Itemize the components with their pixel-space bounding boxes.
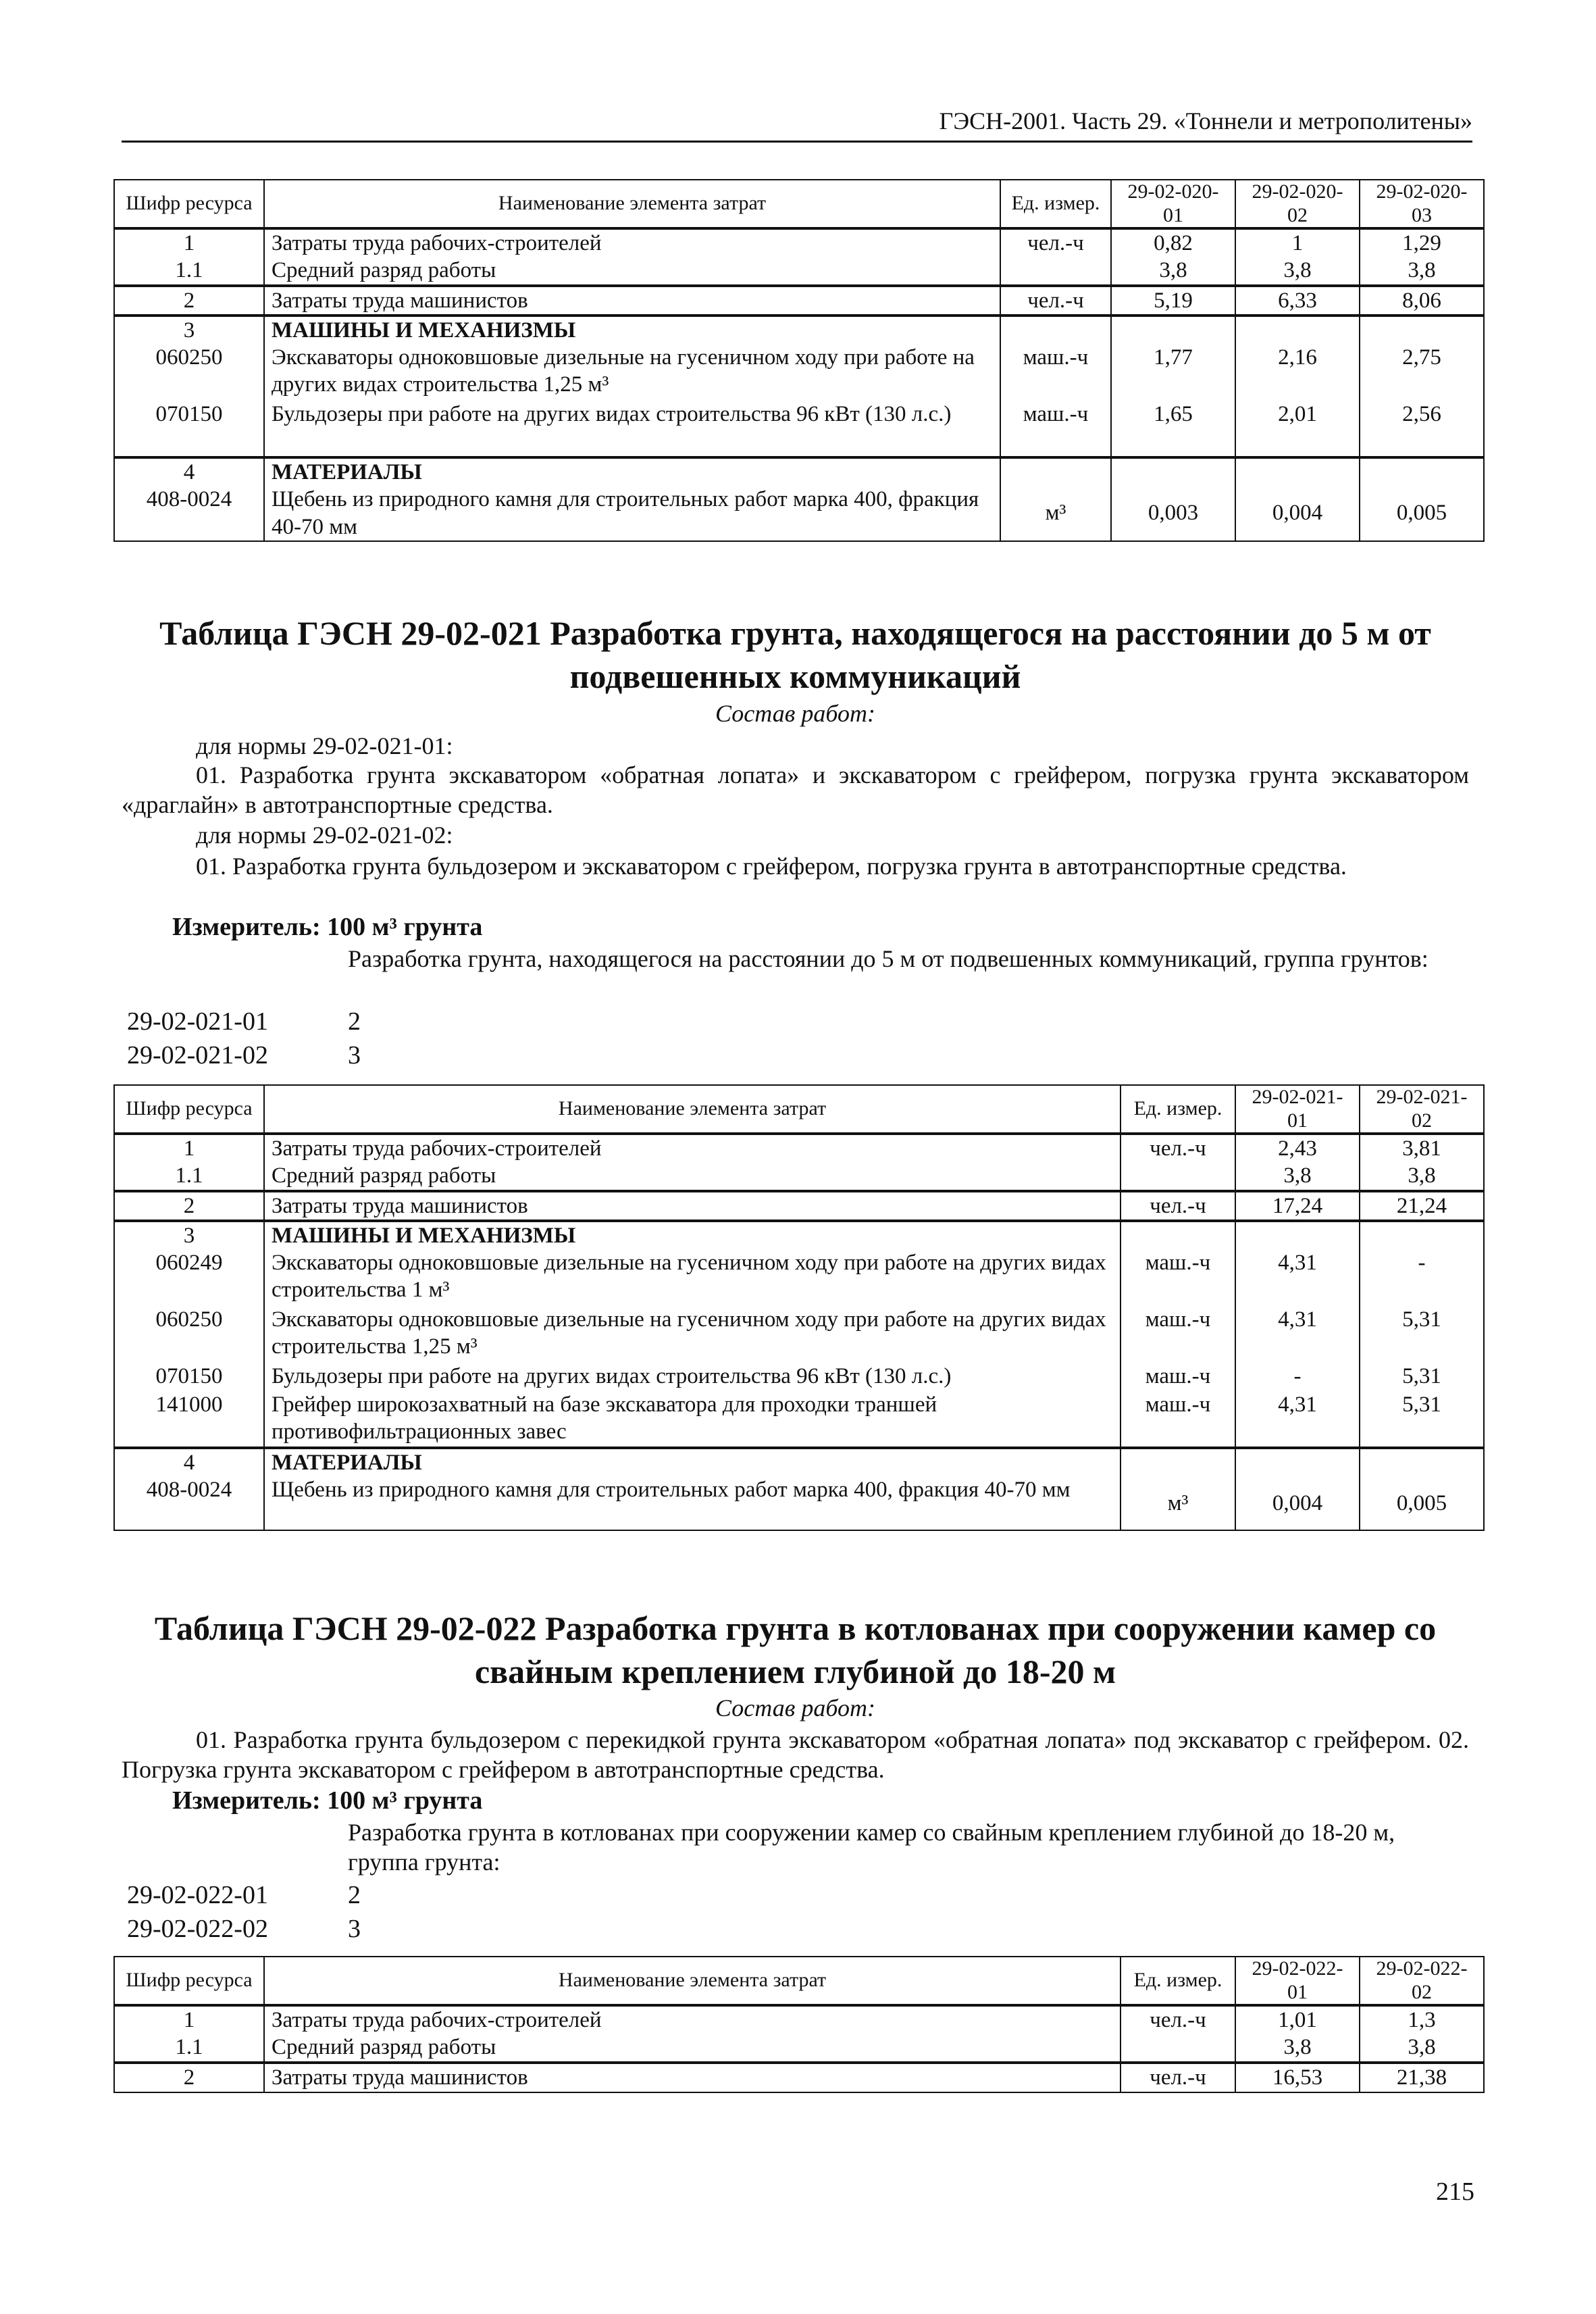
norm-text: 01. Разработка грунта бульдозером с перекидкой грунта экскаватором «обратная лопата» под экскаватор с грейфером. 02. Погрузка грунта экскаватором с грейфером в автотранспортные средства. xyxy=(122,1726,1469,1783)
section-title: МАШИНЫ И МЕХАНИЗМЫ xyxy=(264,316,1000,344)
resource-unit: чел.-ч xyxy=(1121,1191,1235,1221)
table-row xyxy=(114,344,1484,401)
resource-unit: м³ xyxy=(1000,486,1111,541)
resource-code: 070150 xyxy=(114,401,264,457)
resource-value: 0,003 xyxy=(1111,486,1235,541)
section-row xyxy=(114,1448,1484,1476)
resource-value: 2,75 xyxy=(1360,344,1484,401)
resource-name: Затраты труда рабочих-строителей xyxy=(264,228,1000,257)
section-code: 4 xyxy=(114,457,264,486)
resource-name: Экскаваторы одноковшовые дизельные на гусеничном ходу при работе на других видах строительства 1,25 м³ xyxy=(264,1306,1121,1363)
resource-value: 2,01 xyxy=(1235,401,1360,457)
resource-name: Грейфер широкозахватный на базе экскаватора для проходки траншей противофильтрационных завес xyxy=(264,1391,1121,1448)
section-title: МАШИНЫ И МЕХАНИЗМЫ xyxy=(264,1221,1121,1249)
resource-name: Щебень из природного камня для строительных работ марка 400, фракция 40-70 мм xyxy=(264,486,1000,541)
table-header-row xyxy=(114,180,1484,228)
header-code: Шифр ресурса xyxy=(114,1085,264,1134)
resource-name: Затраты труда рабочих-строителей xyxy=(264,2005,1121,2034)
header-name: Наименование элемента затрат xyxy=(264,1957,1121,2005)
resource-name: Щебень из природного камня для строительных работ марка 400, фракция 40-70 мм xyxy=(264,1476,1121,1530)
table-title-line: подвешенных коммуникаций xyxy=(569,657,1021,695)
resource-value: 1,29 xyxy=(1360,228,1484,257)
table-header-row xyxy=(114,1085,1484,1134)
resource-name: Средний разряд работы xyxy=(264,1162,1121,1190)
resource-unit: маш.-ч xyxy=(1121,1249,1235,1306)
resource-value: 17,24 xyxy=(1235,1191,1360,1221)
resource-code: 2 xyxy=(114,286,264,316)
resource-value: 3,81 xyxy=(1360,1134,1484,1162)
resource-code: 060250 xyxy=(114,1306,264,1363)
table-row xyxy=(114,257,1484,285)
table-row xyxy=(114,1391,1484,1448)
resource-value: 4,31 xyxy=(1235,1306,1360,1363)
resource-code: 1.1 xyxy=(114,1162,264,1190)
section-title: МАТЕРИАЛЫ xyxy=(264,1448,1121,1476)
resource-value: 21,24 xyxy=(1360,1191,1484,1221)
resource-value: 3,8 xyxy=(1235,1162,1360,1190)
resource-value: 16,53 xyxy=(1235,2063,1360,2092)
resource-value: 3,8 xyxy=(1360,257,1484,285)
header-unit: Ед. измер. xyxy=(1121,1957,1235,2005)
table-row xyxy=(114,1191,1484,1221)
table-row xyxy=(114,286,1484,316)
soil-group: 2 xyxy=(348,1881,361,1909)
resource-code: 1 xyxy=(114,1134,264,1162)
resource-unit: чел.-ч xyxy=(1121,2005,1235,2034)
resource-value: 2,43 xyxy=(1235,1134,1360,1162)
resource-value: 1 xyxy=(1235,228,1360,257)
header-col: 29-02-021-01 xyxy=(1235,1085,1360,1134)
header-col: 29-02-020-03 xyxy=(1360,180,1484,228)
resource-value: 5,19 xyxy=(1111,286,1235,316)
resource-name: Затраты труда машинистов xyxy=(264,286,1000,316)
resource-value: - xyxy=(1235,1363,1360,1391)
table-row xyxy=(114,2005,1484,2034)
resource-value: 2,16 xyxy=(1235,344,1360,401)
header-col: 29-02-020-01 xyxy=(1111,180,1235,228)
resource-code: 408-0024 xyxy=(114,486,264,541)
resource-table-29-02-020 xyxy=(113,179,1485,542)
resource-value: 3,8 xyxy=(1360,1162,1484,1190)
table-row xyxy=(114,228,1484,257)
norm-description: Разработка грунта, находящегося на расстоянии до 5 м от подвешенных коммуникаций, группа грунтов: xyxy=(348,945,1428,972)
resource-value: 1,01 xyxy=(1235,2005,1360,2034)
resource-name: Экскаваторы одноковшовые дизельные на гусеничном ходу при работе на других видах строительства 1 м³ xyxy=(264,1249,1121,1306)
resource-value: 4,31 xyxy=(1235,1249,1360,1306)
composition-label: Состав работ: xyxy=(715,1694,875,1721)
soil-group: 3 xyxy=(348,1041,361,1070)
resource-code: 1 xyxy=(114,228,264,257)
header-col: 29-02-022-01 xyxy=(1235,1957,1360,2005)
header-name: Наименование элемента затрат xyxy=(264,180,1000,228)
soil-group: 3 xyxy=(348,1915,361,1943)
measure-unit: Измеритель: 100 м³ грунта xyxy=(172,1786,483,1815)
resource-name: Бульдозеры при работе на других видах строительства 96 кВт (130 л.с.) xyxy=(264,1363,1121,1391)
table-row xyxy=(114,2063,1484,2092)
resource-value: 1,3 xyxy=(1360,2005,1484,2034)
resource-code: 2 xyxy=(114,2063,264,2092)
resource-unit: маш.-ч xyxy=(1000,344,1111,401)
resource-code: 408-0024 xyxy=(114,1476,264,1530)
resource-name: Экскаваторы одноковшовые дизельные на гусеничном ходу при работе на других видах строительства 1,25 м³ xyxy=(264,344,1000,401)
norm-text: 01. Разработка грунта бульдозером и экскаватором с грейфером, погрузка грунта в автотранспортные средства. xyxy=(196,853,1347,880)
resource-code: 060249 xyxy=(114,1249,264,1306)
table-row xyxy=(114,1162,1484,1190)
resource-code: 1.1 xyxy=(114,2034,264,2062)
resource-unit: маш.-ч xyxy=(1121,1363,1235,1391)
resource-value: 1,65 xyxy=(1111,401,1235,457)
resource-value: 0,004 xyxy=(1235,486,1360,541)
resource-value: 5,31 xyxy=(1360,1363,1484,1391)
resource-unit: маш.-ч xyxy=(1121,1391,1235,1448)
soil-group: 2 xyxy=(348,1007,361,1036)
resource-value: 5,31 xyxy=(1360,1391,1484,1448)
resource-code: 070150 xyxy=(114,1363,264,1391)
header-unit: Ед. измер. xyxy=(1000,180,1111,228)
norm-description: Разработка грунта в котлованах при сооружении камер со свайным креплением глубиной до 18-20 м, группа грунта: xyxy=(348,1819,1395,1876)
header-name: Наименование элемента затрат xyxy=(264,1085,1121,1134)
resource-name: Бульдозеры при работе на других видах строительства 96 кВт (130 л.с.) xyxy=(264,401,1000,457)
resource-unit: чел.-ч xyxy=(1000,286,1111,316)
header-code: Шифр ресурса xyxy=(114,180,264,228)
resource-code: 2 xyxy=(114,1191,264,1221)
header-rule xyxy=(122,141,1472,143)
norm-code: 29-02-021-02 xyxy=(127,1041,268,1070)
resource-name: Средний разряд работы xyxy=(264,2034,1121,2062)
table-row xyxy=(114,1476,1484,1530)
section-code: 3 xyxy=(114,1221,264,1249)
resource-value: 0,82 xyxy=(1111,228,1235,257)
resource-code: 141000 xyxy=(114,1391,264,1448)
table-title-line: Таблица ГЭСН 29-02-021 Разработка грунта, находящегося на расстоянии до 5 м от xyxy=(159,614,1431,652)
resource-unit: маш.-ч xyxy=(1121,1306,1235,1363)
table-title xyxy=(122,611,1469,698)
resource-unit: чел.-ч xyxy=(1000,228,1111,257)
resource-unit xyxy=(1000,257,1111,285)
page-number: 215 xyxy=(1436,2178,1474,2206)
measure-unit: Измеритель: 100 м³ грунта xyxy=(172,913,483,941)
resource-code: 060250 xyxy=(114,344,264,401)
section-row xyxy=(114,1221,1484,1249)
table-row xyxy=(114,1249,1484,1306)
resource-value: 8,06 xyxy=(1360,286,1484,316)
resource-table-29-02-021 xyxy=(113,1084,1485,1531)
resource-value: 3,8 xyxy=(1235,257,1360,285)
table-row xyxy=(114,1134,1484,1162)
resource-table-29-02-022 xyxy=(113,1956,1485,2093)
header-col: 29-02-022-02 xyxy=(1360,1957,1484,2005)
header-code: Шифр ресурса xyxy=(114,1957,264,2005)
page-header: ГЭСН-2001. Часть 29. «Тоннели и метрополитены» xyxy=(939,107,1472,134)
resource-value: 3,8 xyxy=(1360,2034,1484,2062)
section-code: 4 xyxy=(114,1448,264,1476)
resource-value: 3,8 xyxy=(1111,257,1235,285)
resource-value: 2,56 xyxy=(1360,401,1484,457)
header-unit: Ед. измер. xyxy=(1121,1085,1235,1134)
norm-text: 01. Разработка грунта экскаватором «обратная лопата» и экскаватором с грейфером, погрузка грунта экскаватором «драглайн» в автотранспортные средства. xyxy=(122,761,1469,818)
table-header-row xyxy=(114,1957,1484,2005)
resource-value: 6,33 xyxy=(1235,286,1360,316)
resource-code: 1.1 xyxy=(114,257,264,285)
table-row xyxy=(114,401,1484,457)
table-title-line: Таблица ГЭСН 29-02-022 Разработка грунта в котлованах при сооружении камер со xyxy=(154,1609,1437,1647)
resource-unit: маш.-ч xyxy=(1000,401,1111,457)
resource-value: 21,38 xyxy=(1360,2063,1484,2092)
resource-name: Затраты труда машинистов xyxy=(264,1191,1121,1221)
table-row xyxy=(114,486,1484,541)
resource-value: 5,31 xyxy=(1360,1306,1484,1363)
resource-code: 1 xyxy=(114,2005,264,2034)
section-code: 3 xyxy=(114,316,264,344)
resource-value: 1,77 xyxy=(1111,344,1235,401)
composition-label: Состав работ: xyxy=(715,700,875,727)
resource-name: Средний разряд работы xyxy=(264,257,1000,285)
section-title: МАТЕРИАЛЫ xyxy=(264,457,1000,486)
resource-value: 0,004 xyxy=(1235,1476,1360,1530)
norm-label: для нормы 29-02-021-02: xyxy=(196,822,453,849)
header-col: 29-02-020-02 xyxy=(1235,180,1360,228)
norm-code: 29-02-022-02 xyxy=(127,1915,268,1943)
table-row xyxy=(114,1363,1484,1391)
resource-unit xyxy=(1121,1162,1235,1190)
resource-value: 0,005 xyxy=(1360,486,1484,541)
table-title xyxy=(122,1607,1469,1693)
resource-value: 4,31 xyxy=(1235,1391,1360,1448)
resource-unit: чел.-ч xyxy=(1121,2063,1235,2092)
resource-unit xyxy=(1121,2034,1235,2062)
resource-value: 0,005 xyxy=(1360,1476,1484,1530)
resource-unit: м³ xyxy=(1121,1476,1235,1530)
norm-code: 29-02-021-01 xyxy=(127,1007,268,1036)
section-row xyxy=(114,316,1484,344)
header-col: 29-02-021-02 xyxy=(1360,1085,1484,1134)
resource-name: Затраты труда машинистов xyxy=(264,2063,1121,2092)
table-row xyxy=(114,2034,1484,2062)
resource-value: 3,8 xyxy=(1235,2034,1360,2062)
norm-label: для нормы 29-02-021-01: xyxy=(196,732,453,759)
section-row xyxy=(114,457,1484,486)
table-title-line: свайным креплением глубиной до 18-20 м xyxy=(474,1653,1116,1690)
table-row xyxy=(114,1306,1484,1363)
norm-code: 29-02-022-01 xyxy=(127,1881,268,1909)
resource-name: Затраты труда рабочих-строителей xyxy=(264,1134,1121,1162)
resource-unit: чел.-ч xyxy=(1121,1134,1235,1162)
resource-value: - xyxy=(1360,1249,1484,1306)
